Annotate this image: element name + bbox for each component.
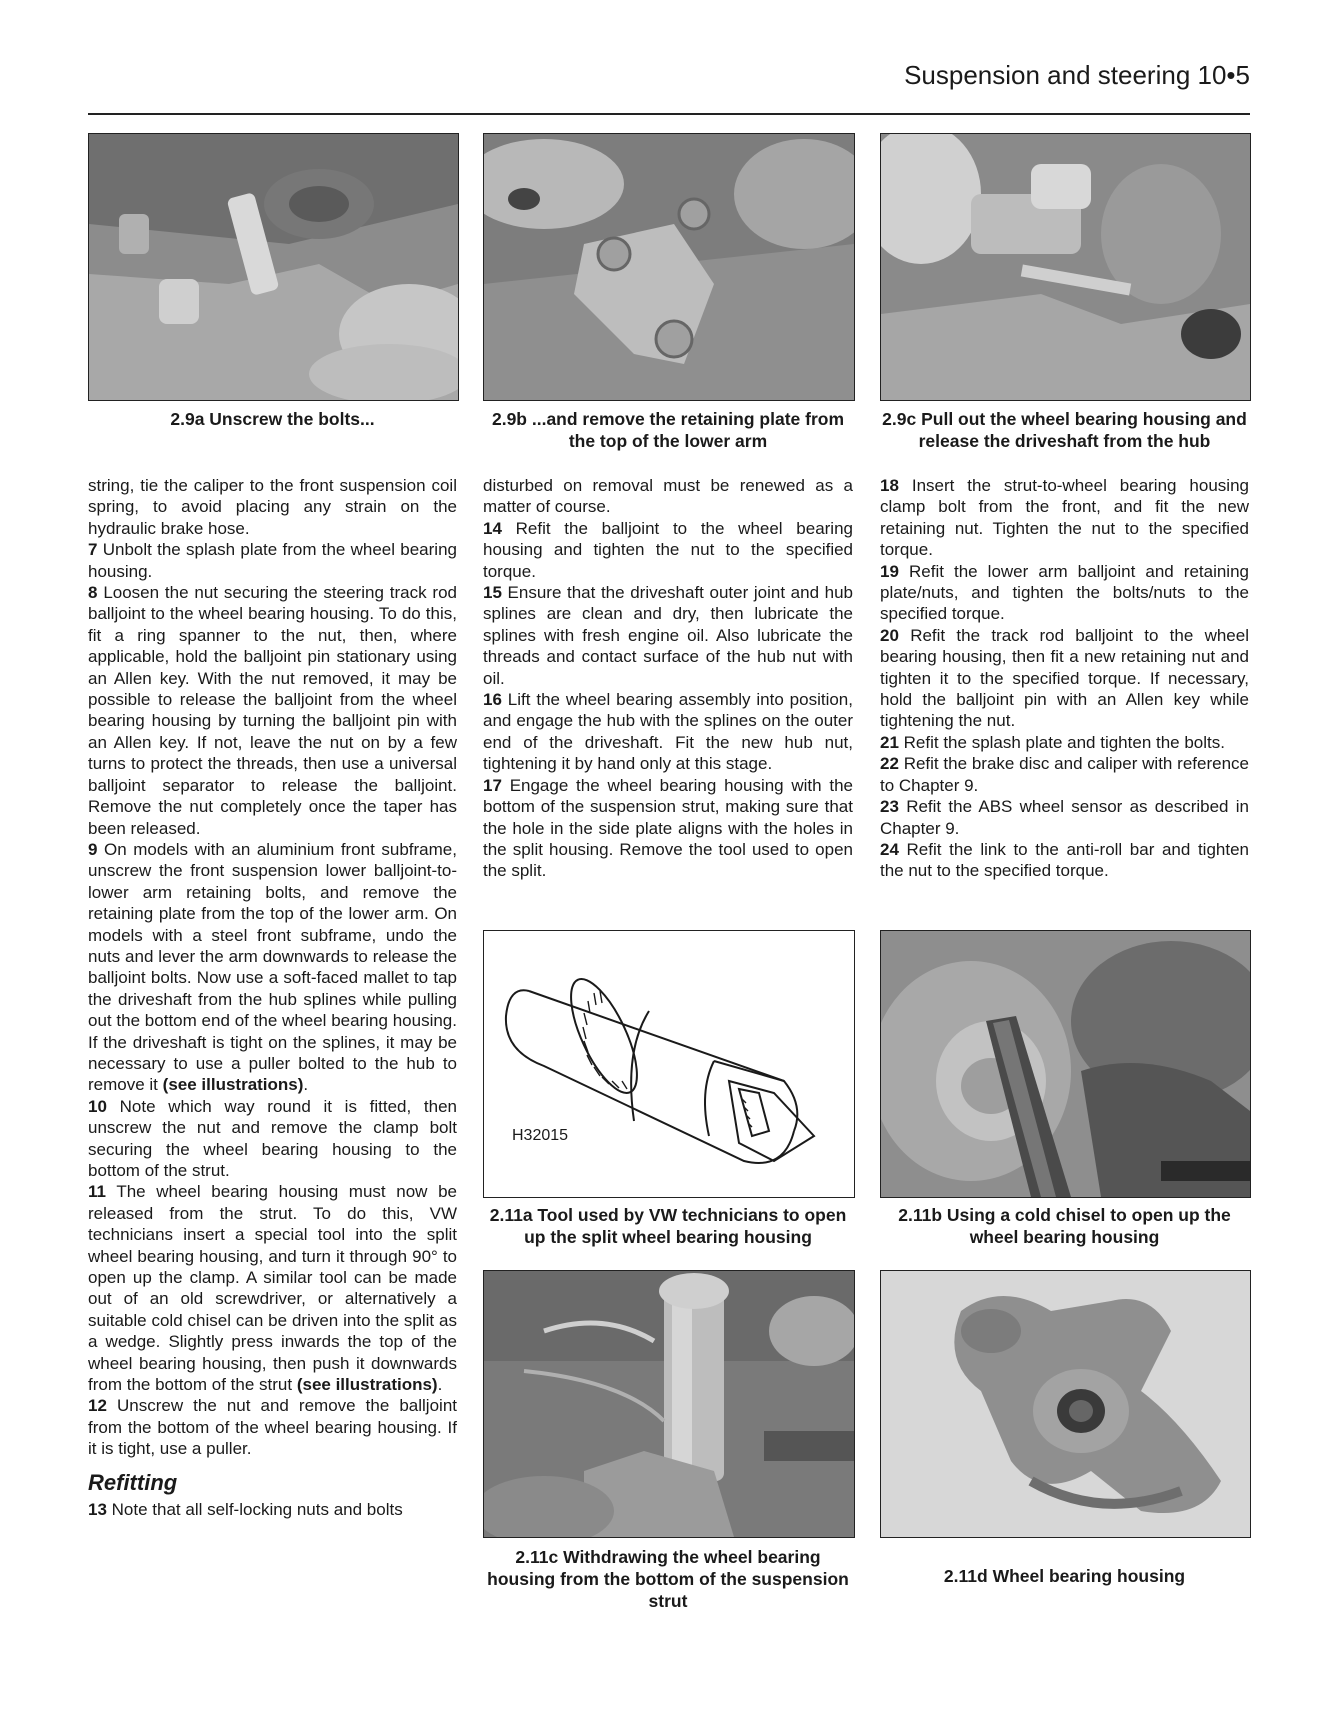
cross-reference-11: (see illustrations) (296, 1375, 438, 1395)
step-text-16: Lift the wheel bearing assembly into position, and engage the hub with the splines on the outer end of the driveshaft. Fit the new hub nut, tightening it by hand only at this stage. (483, 690, 853, 774)
step-text-23: Refit the ABS wheel sensor as described in Chapter 9. (880, 797, 1249, 838)
header-rule (88, 113, 1250, 115)
paragraph-14 (483, 518, 853, 582)
figure-caption-2-11a: 2.11a Tool used by VW technicians to open up the split wheel bearing housing (489, 1205, 847, 1247)
paragraph-15 (483, 582, 853, 689)
figure-caption-2-11b: 2.11b Using a cold chisel to open up the wheel bearing housing (898, 1205, 1231, 1247)
step-number-24: 24 (880, 839, 899, 859)
step-number-9: 9 (88, 839, 98, 859)
step-text-12: Unscrew the nut and remove the balljoint from the bottom of the wheel bearing housing. If it is tight, use a puller. (88, 1396, 457, 1459)
paragraph-24 (880, 839, 1249, 882)
text-column-2 (483, 475, 853, 882)
paragraph-22 (880, 753, 1249, 796)
text-column-3 (880, 475, 1249, 882)
step-number-15: 15 (483, 583, 502, 603)
paragraph-10 (88, 1096, 457, 1182)
step-number-16: 16 (483, 690, 502, 710)
step-number-18: 18 (880, 476, 899, 495)
step-number-22: 22 (880, 754, 899, 774)
page-header-title: Suspension and steering 10•5 (904, 60, 1250, 90)
paragraph-12 (88, 1395, 457, 1459)
paragraph-9: 9 On models with an aluminium front subframe, unscrew the front suspension lower balljoint-to-lower arm retaining bolts, and remove the retaining plate from the top of the lower arm. On models with a steel front subframe, undo the nuts and lever the arm downwards to release the balljoint bolts. Now use a soft-faced mallet to tap the driveshaft from the hub splines while pulling out the bottom end of the wheel bearing housing. If the driveshaft is tight on the splines, it may be necessary to use a puller bolted to the hub to remove it (see illustrations). (88, 839, 457, 1095)
paragraph-17 (483, 775, 853, 882)
photo-2-11c (483, 1270, 855, 1538)
step-text-7: Unbolt the splash plate from the wheel bearing housing. (88, 540, 457, 581)
figure-caption-2-11d: 2.11d Wheel bearing housing (943, 1566, 1186, 1586)
paragraph-11: 11 The wheel bearing housing must now be released from the strut. To do this, VW technicians insert a special tool into the split wheel bearing housing, and turn it through 90° to open up the clamp. A similar tool can be made out of an old screwdriver, or alternatively a suitable cold chisel can be driven into the split as a wedge. Slightly press inwards the top of the wheel bearing housing, then push it downwards from the bottom of the strut (see illustrations). (88, 1182, 457, 1395)
paragraph-continued-2: disturbed on removal must be renewed as a matter of course. (483, 476, 853, 517)
photo-2-11d (880, 1270, 1251, 1538)
paragraph-23 (880, 796, 1249, 839)
photo-2-11b (880, 930, 1251, 1198)
step-text-18: Insert the strut-to-wheel bearing housing clamp bolt from the front, and fit the new retaining nut. Tighten the nut to the specified torque. (880, 476, 1249, 560)
paragraph-continued: string, tie the caliper to the front suspension coil spring, to avoid placing any strain on the hydraulic brake hose. (88, 476, 457, 538)
step-number-20: 20 (880, 625, 899, 645)
step-number-17: 17 (483, 775, 502, 795)
paragraph-19 (880, 561, 1249, 625)
diagram-2-11a (483, 930, 855, 1198)
step-text-10: Note which way round it is fitted, then unscrew the nut and remove the clamp bolt securing the wheel bearing housing to the bottom of the strut. (88, 1096, 457, 1180)
step-number-11: 11 (88, 1182, 106, 1202)
step-number-12: 12 (88, 1396, 107, 1416)
tool-drawing (484, 931, 854, 1197)
step-text-22: Refit the brake disc and caliper with reference to Chapter 9. (880, 754, 1249, 795)
step-text-24: Refit the link to the anti-roll bar and tighten the nut to the specified torque. (880, 839, 1249, 881)
step-text-8: Loosen the nut securing the steering track rod balljoint to the wheel bearing housing. To do this, fit a ring spanner to the nut, then, where applicable, hold the balljoint pin stationary using an Allen key. With the nut removed, it may be possible to release the balljoint from the wheel bearing housing by turning the balljoint pin with an Allen key. If not, leave the nut on by a few turns to protect the threads, then use a universal balljoint separator to release the balljoint. Remove the nut completely once the taper has been released. (88, 583, 457, 838)
step-number-19: 19 (880, 561, 899, 581)
cross-reference-9: (see illustrations) (162, 1075, 304, 1095)
step-text-9: On models with an aluminium front subframe, unscrew the front suspension lower balljoint-to-lower arm retaining bolts, and remove the retaining plate from the top of the lower arm. On models with a steel front subframe, undo the nuts and lever the arm downwards to release the balljoint bolts. Now use a soft-faced mallet to tap the driveshaft from the hub splines while pulling out the bottom end of the wheel bearing housing. If the driveshaft is tight on the splines, it may be necessary to use a puller bolted to the hub to remove it (88, 839, 457, 1095)
step-number-13: 13 (88, 1500, 107, 1520)
step-number-7: 7 (88, 540, 98, 560)
step-text-13: Note that all self-locking nuts and bolts (111, 1500, 403, 1520)
step-text-21: Refit the splash plate and tighten the bolts. (903, 732, 1225, 752)
step-number-23: 23 (880, 797, 899, 817)
paragraph-13 (88, 1499, 457, 1520)
photo-2-9b (483, 133, 855, 401)
paragraph-18 (880, 475, 1249, 561)
photo-2-9a (88, 133, 459, 401)
paragraph-21 (880, 732, 1249, 753)
section-heading-refitting: Refitting (88, 1469, 178, 1495)
step-number-8: 8 (88, 583, 98, 603)
figure-caption-2-9b: 2.9b ...and remove the retaining plate from the top of the lower arm (491, 409, 845, 451)
figure-caption-2-11c: 2.11c Withdrawing the wheel bearing housing from the bottom of the suspension strut (487, 1547, 849, 1611)
paragraph-8 (88, 582, 457, 839)
step-number-14: 14 (483, 518, 502, 538)
step-text-11: The wheel bearing housing must now be released from the strut. To do this, VW technicians insert a special tool into the split wheel bearing housing, and turn it through 90° to open up the clamp. A similar tool can be made out of an old screwdriver, or alternatively a suitable cold chisel can be driven into the split as a wedge. Slightly press inwards the top of the wheel bearing housing, then push it downwards from the bottom of the strut (88, 1182, 457, 1395)
paragraph-16 (483, 689, 853, 775)
figure-caption-2-9c: 2.9c Pull out the wheel bearing housing and release the driveshaft from the hub (882, 409, 1247, 451)
paragraph-7 (88, 539, 457, 582)
step-text-17: Engage the wheel bearing housing with the bottom of the suspension strut, making sure that the hole in the side plate aligns with the holes in the split housing. Remove the tool used to open the split. (483, 775, 853, 881)
step-text-14: Refit the balljoint to the wheel bearing housing and tighten the nut to the specified torque. (483, 518, 853, 581)
text-column-1 (88, 475, 457, 1521)
step-number-10: 10 (88, 1096, 107, 1116)
diagram-reference-label: H32015 (512, 1127, 569, 1144)
step-number-21: 21 (880, 732, 899, 752)
paragraph-20 (880, 625, 1249, 732)
photo-2-9c (880, 133, 1251, 401)
figure-caption-2-9a: 2.9a Unscrew the bolts... (170, 409, 375, 429)
step-text-20: Refit the track rod balljoint to the wheel bearing housing, then fit a new retaining nut and tighten it to the specified torque. If necessary, hold the balljoint pin with an Allen key while tightening the nut. (880, 625, 1249, 731)
step-text-15: Ensure that the driveshaft outer joint and hub splines are clean and dry, then lubricate the splines with fresh engine oil. Also lubricate the threads and contact surface of the hub nut with oil. (483, 583, 853, 688)
step-text-19: Refit the lower arm balljoint and retaining plate/nuts, and tighten the bolts/nuts to the specified torque. (880, 561, 1249, 624)
